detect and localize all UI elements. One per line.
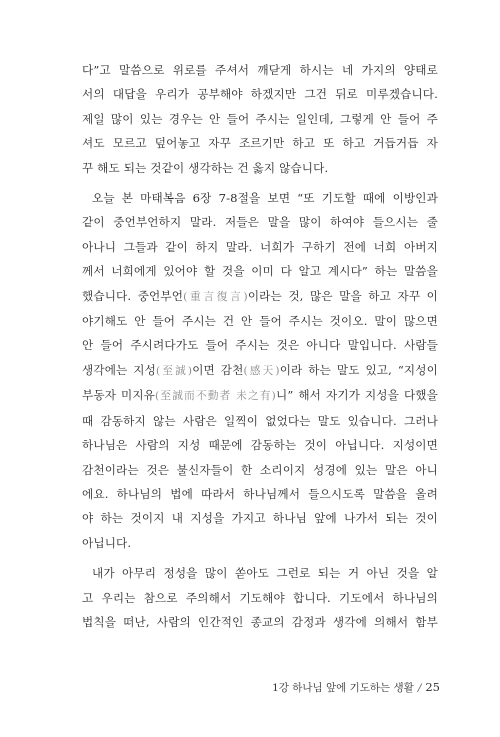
text-segment: 생각에는 지성 bbox=[82, 362, 156, 377]
text-line: 꾸 해도 되는 것같이 생각하는 건 옳지 않습니다. bbox=[82, 160, 329, 175]
text-line: 야 하는 것이지 내 지성을 가지고 하나님 앞에 나가서 되는 것이 bbox=[82, 511, 438, 526]
text-line bbox=[82, 284, 438, 309]
text-segment: 부동자 미지유 bbox=[82, 388, 156, 403]
text-line: 셔도 모르고 덮어놓고 자꾸 조르기만 하고 또 하고 거듭거듭 자 bbox=[82, 136, 438, 151]
text-line: 에요. 하나님의 법에 따라서 하나님께서 들으시도록 말씀을 올려 bbox=[82, 486, 438, 501]
text-line: 내가 아무리 정성을 많이 쏟아도 그런로 되는 거 아닌 것을 알 bbox=[92, 566, 438, 581]
text-line: 제일 많이 있는 경우는 안 들어 주시는 일인데, 그렇게 안 들어 주 bbox=[82, 111, 438, 126]
text-line: 때 감동하지 않는 사람은 일찍이 없었다는 말도 있습니다. 그러나 bbox=[82, 413, 438, 428]
text-line: 법칙을 떠난, 사람의 인간적인 종교의 감정과 생각에 의해서 함부 bbox=[82, 614, 438, 629]
text-line: 하나님은 사람의 지성 때문에 감동하는 것이 아닙니다. 지성이면 bbox=[82, 438, 438, 453]
text-line: 서의 대답을 우리가 공부해야 하겠지만 그건 뒤로 미루겠습니다. bbox=[82, 87, 438, 102]
text-segment: 이면 감천 bbox=[192, 362, 244, 377]
text-segment: 니” 해서 자기가 지성을 다했을 bbox=[275, 388, 438, 403]
paragraph-1 bbox=[82, 58, 438, 180]
text-line: 같이 중언부언하지 말라. 저들은 말을 많이 하여야 들으시는 줄 bbox=[82, 215, 438, 230]
paragraph-3 bbox=[82, 561, 438, 634]
footer-separator: / bbox=[417, 682, 422, 694]
hanja-annotation: (感天) bbox=[243, 364, 280, 377]
text-line bbox=[82, 383, 438, 408]
hanja-annotation: (至誠而不動者 未之有) bbox=[155, 390, 276, 403]
text-line: 께서 너희에게 있어야 할 것을 이미 다 알고 계시다” 하는 말씀을 bbox=[82, 264, 438, 279]
text-line: 오늘 본 마태복음 6장 7-8절을 보면 “또 기도할 때에 이방인과 bbox=[92, 191, 438, 206]
text-line: 안 들어 주시려다가도 들어 주시는 것은 아니다 말입니다. 사람들 bbox=[82, 338, 438, 353]
body-text bbox=[82, 58, 438, 640]
text-segment: 이라 하는 말도 있고, “지성이 bbox=[279, 362, 438, 377]
paragraph-2 bbox=[82, 186, 438, 555]
running-footer bbox=[272, 680, 440, 695]
text-line: 감천이라는 것은 불신자들이 한 소리이지 성경에 있는 말은 아니 bbox=[82, 462, 438, 477]
chapter-title: 1강 하나님 앞에 기도하는 생활 bbox=[272, 682, 414, 694]
text-line: 아닙니다. bbox=[82, 535, 132, 550]
text-line bbox=[82, 358, 438, 383]
text-line: 고 우리는 참으로 주의해서 기도해야 합니다. 기도에서 하나님의 bbox=[82, 590, 438, 605]
text-segment: 했습니다. 중언부언 bbox=[82, 288, 184, 303]
hanja-annotation: (重言復言) bbox=[183, 290, 248, 303]
text-line: 다”고 말씀으로 위로를 주셔서 깨닫게 하시는 네 가지의 양태로 bbox=[82, 63, 438, 77]
text-line: 아나니 그들과 같이 하지 말라. 너희가 구하기 전에 너희 아버지 bbox=[82, 239, 438, 254]
text-segment: 이라는 것, 많은 말을 하고 자꾸 이 bbox=[247, 288, 438, 303]
hanja-annotation: (至誠) bbox=[155, 364, 193, 377]
text-line: 야기해도 안 들어 주시는 건 안 들어 주시는 것이오. 말이 많으면 bbox=[82, 314, 438, 329]
page-number: 25 bbox=[425, 680, 440, 694]
